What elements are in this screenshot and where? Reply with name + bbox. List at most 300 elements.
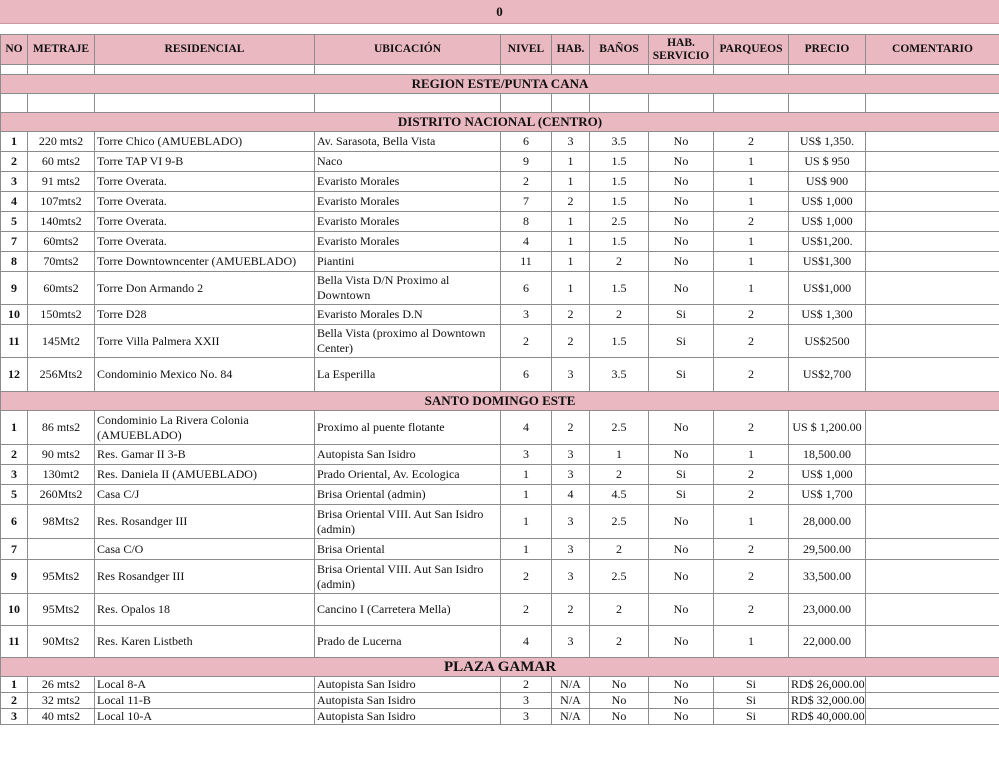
cell-metraje: 60mts2: [28, 232, 95, 252]
cell-comentario: [866, 411, 999, 445]
cell-parqueos: 2: [714, 594, 789, 626]
cell-hab: 3: [552, 505, 590, 539]
spacer-cell: [866, 94, 999, 113]
cell-nivel: 2: [501, 560, 552, 594]
cell-parqueos: 1: [714, 192, 789, 212]
cell-hab: 1: [552, 172, 590, 192]
cell-servicio: No: [649, 252, 714, 272]
cell-residencial: Torre Don Armando 2: [95, 272, 315, 305]
cell-residencial: Torre Villa Palmera XXII: [95, 325, 315, 358]
cell-ubicacion: La Esperilla: [315, 358, 501, 392]
cell-comentario: [866, 272, 999, 305]
cell-comentario: [866, 445, 999, 465]
cell-nivel: 6: [501, 132, 552, 152]
cell-residencial: Casa C/O: [95, 539, 315, 560]
cell-servicio: No: [649, 132, 714, 152]
cell-parqueos: 2: [714, 305, 789, 325]
cell-residencial: Res. Daniela II (AMUEBLADO): [95, 465, 315, 485]
cell-precio: US$ 1,300: [789, 305, 866, 325]
cell-no: 2: [1, 693, 28, 709]
cell-ubicacion: Bella Vista D/N Proximo al Downtown: [315, 272, 501, 305]
cell-residencial: Res. Rosandger III: [95, 505, 315, 539]
cell-metraje: 98Mts2: [28, 505, 95, 539]
cell-metraje: 260Mts2: [28, 485, 95, 505]
col-header-parqueos: PARQUEOS: [714, 35, 789, 65]
cell-banos: 1.5: [590, 172, 649, 192]
cell-banos: 2: [590, 305, 649, 325]
cell-parqueos: 2: [714, 325, 789, 358]
table-row: [1, 272, 999, 305]
cell-precio: US$2500: [789, 325, 866, 358]
cell-nivel: 1: [501, 539, 552, 560]
cell-residencial: Local 8-A: [95, 677, 315, 693]
cell-no: 10: [1, 305, 28, 325]
blank-cell: [95, 65, 315, 75]
cell-hab: 3: [552, 465, 590, 485]
cell-comentario: [866, 132, 999, 152]
col-header-nivel: NIVEL: [501, 35, 552, 65]
cell-parqueos: 2: [714, 560, 789, 594]
cell-hab: 1: [552, 212, 590, 232]
table-row: [1, 411, 999, 445]
cell-nivel: 11: [501, 252, 552, 272]
cell-parqueos: 1: [714, 172, 789, 192]
cell-hab: 3: [552, 132, 590, 152]
cell-comentario: [866, 232, 999, 252]
table-row: [1, 560, 999, 594]
table-row: [1, 677, 999, 693]
cell-servicio: No: [649, 539, 714, 560]
cell-precio: 28,000.00: [789, 505, 866, 539]
listings-table: [0, 34, 999, 725]
cell-metraje: 91 mts2: [28, 172, 95, 192]
cell-ubicacion: Prado de Lucerna: [315, 626, 501, 658]
col-header-comentario: COMENTARIO: [866, 35, 999, 65]
section-title: REGION ESTE/PUNTA CANA: [1, 75, 999, 94]
cell-precio: 22,000.00: [789, 626, 866, 658]
cell-ubicacion: Brisa Oriental: [315, 539, 501, 560]
cell-parqueos: 2: [714, 212, 789, 232]
cell-precio: US$ 1,700: [789, 485, 866, 505]
cell-precio: RD$ 40,000.00: [789, 709, 866, 725]
blank-cell: [501, 65, 552, 75]
cell-banos: 2: [590, 594, 649, 626]
cell-no: 11: [1, 626, 28, 658]
cell-precio: US$ 1,000: [789, 192, 866, 212]
cell-precio: US$2,700: [789, 358, 866, 392]
cell-banos: 4.5: [590, 485, 649, 505]
cell-servicio: No: [649, 693, 714, 709]
col-header-ubicacion: UBICACIÓN: [315, 35, 501, 65]
cell-precio: RD$ 26,000.00: [789, 677, 866, 693]
section-header: [1, 658, 999, 677]
cell-no: 1: [1, 677, 28, 693]
table-row: [1, 192, 999, 212]
cell-residencial: Res. Karen Listbeth: [95, 626, 315, 658]
cell-parqueos: 2: [714, 358, 789, 392]
col-header-residencial: RESIDENCIAL: [95, 35, 315, 65]
blank-cell: [552, 65, 590, 75]
cell-residencial: Torre TAP VI 9-B: [95, 152, 315, 172]
cell-hab: 3: [552, 445, 590, 465]
cell-parqueos: 1: [714, 252, 789, 272]
cell-banos: 1.5: [590, 232, 649, 252]
cell-residencial: Torre Overata.: [95, 192, 315, 212]
section-title: PLAZA GAMAR: [1, 658, 999, 677]
table-row: [1, 445, 999, 465]
cell-ubicacion: Cancino I (Carretera Mella): [315, 594, 501, 626]
section-header: [1, 392, 999, 411]
cell-no: 5: [1, 212, 28, 232]
cell-nivel: 3: [501, 693, 552, 709]
cell-banos: 1.5: [590, 325, 649, 358]
spacer-cell: [590, 94, 649, 113]
cell-metraje: 107mts2: [28, 192, 95, 212]
cell-hab: 1: [552, 252, 590, 272]
cell-residencial: Torre Overata.: [95, 232, 315, 252]
table-row: [1, 172, 999, 192]
col-header-precio: PRECIO: [789, 35, 866, 65]
cell-comentario: [866, 505, 999, 539]
col-header-metraje: METRAJE: [28, 35, 95, 65]
cell-metraje: 60mts2: [28, 272, 95, 305]
cell-ubicacion: Proximo al puente flotante: [315, 411, 501, 445]
cell-banos: 1.5: [590, 152, 649, 172]
spacer-cell: [789, 94, 866, 113]
cell-parqueos: Si: [714, 693, 789, 709]
cell-nivel: 4: [501, 626, 552, 658]
cell-comentario: [866, 358, 999, 392]
cell-servicio: No: [649, 172, 714, 192]
cell-parqueos: 2: [714, 132, 789, 152]
cell-parqueos: Si: [714, 709, 789, 725]
table-row: [1, 232, 999, 252]
cell-nivel: 3: [501, 445, 552, 465]
cell-metraje: 60 mts2: [28, 152, 95, 172]
cell-servicio: No: [649, 192, 714, 212]
cell-banos: No: [590, 709, 649, 725]
cell-metraje: 90 mts2: [28, 445, 95, 465]
cell-nivel: 2: [501, 172, 552, 192]
cell-residencial: Torre Overata.: [95, 172, 315, 192]
cell-residencial: Torre Chico (AMUEBLADO): [95, 132, 315, 152]
cell-hab: N/A: [552, 693, 590, 709]
spacer-cell: [28, 94, 95, 113]
cell-residencial: Res Rosandger III: [95, 560, 315, 594]
cell-no: 1: [1, 411, 28, 445]
cell-no: 2: [1, 445, 28, 465]
cell-servicio: Si: [649, 305, 714, 325]
cell-residencial: Torre D28: [95, 305, 315, 325]
cell-banos: 1.5: [590, 192, 649, 212]
spacer-cell: [501, 94, 552, 113]
cell-residencial: Casa C/J: [95, 485, 315, 505]
cell-hab: 2: [552, 594, 590, 626]
table-row: [1, 539, 999, 560]
cell-hab: N/A: [552, 677, 590, 693]
section-title: DISTRITO NACIONAL (CENTRO): [1, 113, 999, 132]
cell-banos: 2: [590, 252, 649, 272]
cell-comentario: [866, 252, 999, 272]
cell-banos: 1: [590, 445, 649, 465]
cell-nivel: 9: [501, 152, 552, 172]
cell-comentario: [866, 539, 999, 560]
table-row: [1, 505, 999, 539]
cell-parqueos: 1: [714, 232, 789, 252]
cell-metraje: 95Mts2: [28, 594, 95, 626]
cell-comentario: [866, 485, 999, 505]
cell-parqueos: 1: [714, 445, 789, 465]
table-row: [1, 594, 999, 626]
col-header-hab-servicio: HAB. SERVICIO: [649, 35, 714, 65]
cell-parqueos: 2: [714, 465, 789, 485]
cell-metraje: 95Mts2: [28, 560, 95, 594]
cell-comentario: [866, 192, 999, 212]
cell-hab: N/A: [552, 709, 590, 725]
cell-hab: 1: [552, 152, 590, 172]
sheet-title: 0: [0, 0, 999, 24]
cell-comentario: [866, 693, 999, 709]
cell-precio: US $ 950: [789, 152, 866, 172]
cell-banos: 1.5: [590, 272, 649, 305]
cell-servicio: No: [649, 626, 714, 658]
cell-hab: 1: [552, 272, 590, 305]
cell-banos: 2.5: [590, 560, 649, 594]
cell-precio: US$ 1,000: [789, 212, 866, 232]
section-header: [1, 75, 999, 94]
table-row: [1, 152, 999, 172]
cell-banos: 2.5: [590, 505, 649, 539]
col-header-no: NO: [1, 35, 28, 65]
blank-cell: [315, 65, 501, 75]
cell-metraje: 32 mts2: [28, 693, 95, 709]
cell-comentario: [866, 594, 999, 626]
cell-residencial: Res. Gamar II 3-B: [95, 445, 315, 465]
cell-servicio: Si: [649, 465, 714, 485]
cell-parqueos: 1: [714, 152, 789, 172]
cell-ubicacion: Piantini: [315, 252, 501, 272]
cell-metraje: 130mt2: [28, 465, 95, 485]
cell-metraje: 86 mts2: [28, 411, 95, 445]
cell-no: 11: [1, 325, 28, 358]
blank-cell: [590, 65, 649, 75]
cell-metraje: 150mts2: [28, 305, 95, 325]
cell-metraje: 40 mts2: [28, 709, 95, 725]
table-row: [1, 252, 999, 272]
blank-cell: [649, 65, 714, 75]
table-row: [1, 709, 999, 725]
cell-comentario: [866, 305, 999, 325]
cell-precio: US$1,200.: [789, 232, 866, 252]
cell-servicio: Si: [649, 485, 714, 505]
cell-metraje: 140mts2: [28, 212, 95, 232]
cell-no: 9: [1, 272, 28, 305]
cell-parqueos: 2: [714, 411, 789, 445]
cell-ubicacion: Av. Sarasota, Bella Vista: [315, 132, 501, 152]
cell-no: 9: [1, 560, 28, 594]
cell-ubicacion: Autopista San Isidro: [315, 709, 501, 725]
cell-ubicacion: Evaristo Morales D.N: [315, 305, 501, 325]
cell-servicio: No: [649, 677, 714, 693]
cell-no: 3: [1, 709, 28, 725]
cell-ubicacion: Autopista San Isidro: [315, 693, 501, 709]
cell-precio: US$1,300: [789, 252, 866, 272]
cell-metraje: 220 mts2: [28, 132, 95, 152]
cell-ubicacion: Bella Vista (proximo al Downtown Center): [315, 325, 501, 358]
cell-hab: 2: [552, 325, 590, 358]
table-row: [1, 358, 999, 392]
cell-ubicacion: Evaristo Morales: [315, 232, 501, 252]
cell-ubicacion: Naco: [315, 152, 501, 172]
cell-servicio: No: [649, 709, 714, 725]
table-row: [1, 305, 999, 325]
cell-comentario: [866, 212, 999, 232]
header-row: [1, 35, 999, 65]
cell-nivel: 2: [501, 677, 552, 693]
cell-nivel: 2: [501, 325, 552, 358]
spacer-cell: [649, 94, 714, 113]
cell-nivel: 1: [501, 465, 552, 485]
cell-residencial: Torre Downtowncenter (AMUEBLADO): [95, 252, 315, 272]
blank-cell: [28, 65, 95, 75]
cell-residencial: Condominio Mexico No. 84: [95, 358, 315, 392]
cell-ubicacion: Prado Oriental, Av. Ecologica: [315, 465, 501, 485]
cell-banos: No: [590, 677, 649, 693]
cell-nivel: 3: [501, 305, 552, 325]
cell-nivel: 4: [501, 411, 552, 445]
cell-nivel: 3: [501, 709, 552, 725]
cell-hab: 3: [552, 560, 590, 594]
cell-metraje: 256Mts2: [28, 358, 95, 392]
cell-parqueos: 1: [714, 626, 789, 658]
cell-residencial: Local 11-B: [95, 693, 315, 709]
cell-precio: 33,500.00: [789, 560, 866, 594]
cell-no: 4: [1, 192, 28, 212]
cell-comentario: [866, 325, 999, 358]
spacer-cell: [714, 94, 789, 113]
cell-no: 10: [1, 594, 28, 626]
cell-no: 6: [1, 505, 28, 539]
cell-comentario: [866, 677, 999, 693]
cell-metraje: [28, 539, 95, 560]
cell-hab: 2: [552, 192, 590, 212]
col-header-banos: BAÑOS: [590, 35, 649, 65]
cell-residencial: Condominio La Rivera Colonia (AMUEBLADO): [95, 411, 315, 445]
table-row: [1, 465, 999, 485]
cell-no: 1: [1, 132, 28, 152]
cell-residencial: Local 10-A: [95, 709, 315, 725]
cell-servicio: No: [649, 212, 714, 232]
cell-banos: 3.5: [590, 132, 649, 152]
cell-banos: 2.5: [590, 411, 649, 445]
cell-hab: 3: [552, 539, 590, 560]
cell-nivel: 8: [501, 212, 552, 232]
cell-precio: US$ 1,350.: [789, 132, 866, 152]
cell-servicio: No: [649, 505, 714, 539]
cell-ubicacion: Brisa Oriental VIII. Aut San Isidro (admin): [315, 560, 501, 594]
section-header: [1, 113, 999, 132]
cell-hab: 3: [552, 358, 590, 392]
cell-ubicacion: Evaristo Morales: [315, 172, 501, 192]
cell-servicio: No: [649, 560, 714, 594]
cell-ubicacion: Autopista San Isidro: [315, 677, 501, 693]
cell-nivel: 1: [501, 505, 552, 539]
spacer-cell: [552, 94, 590, 113]
table-row: [1, 132, 999, 152]
section-title: SANTO DOMINGO ESTE: [1, 392, 999, 411]
table-row: [1, 485, 999, 505]
cell-hab: 1: [552, 232, 590, 252]
cell-precio: US $ 1,200.00: [789, 411, 866, 445]
cell-no: 2: [1, 152, 28, 172]
spacer-row: [1, 94, 999, 113]
cell-parqueos: 1: [714, 272, 789, 305]
cell-servicio: No: [649, 272, 714, 305]
cell-ubicacion: Brisa Oriental (admin): [315, 485, 501, 505]
cell-no: 5: [1, 485, 28, 505]
cell-banos: 2: [590, 539, 649, 560]
table-row: [1, 212, 999, 232]
table-row: [1, 626, 999, 658]
cell-servicio: No: [649, 232, 714, 252]
cell-ubicacion: Brisa Oriental VIII. Aut San Isidro (admin): [315, 505, 501, 539]
cell-parqueos: Si: [714, 677, 789, 693]
cell-comentario: [866, 172, 999, 192]
cell-precio: US$1,000: [789, 272, 866, 305]
cell-metraje: 26 mts2: [28, 677, 95, 693]
cell-no: 3: [1, 465, 28, 485]
cell-precio: 23,000.00: [789, 594, 866, 626]
cell-servicio: No: [649, 445, 714, 465]
cell-ubicacion: Evaristo Morales: [315, 192, 501, 212]
cell-hab: 4: [552, 485, 590, 505]
cell-residencial: Res. Opalos 18: [95, 594, 315, 626]
cell-nivel: 1: [501, 485, 552, 505]
table-row: [1, 325, 999, 358]
spacer-cell: [1, 94, 28, 113]
cell-nivel: 6: [501, 272, 552, 305]
blank-cell: [1, 65, 28, 75]
blank-row: [1, 65, 999, 75]
cell-nivel: 7: [501, 192, 552, 212]
listings-body: [1, 65, 999, 725]
cell-no: 7: [1, 232, 28, 252]
cell-banos: 2: [590, 465, 649, 485]
cell-banos: 2: [590, 626, 649, 658]
cell-metraje: 90Mts2: [28, 626, 95, 658]
cell-no: 3: [1, 172, 28, 192]
cell-hab: 3: [552, 626, 590, 658]
blank-cell: [866, 65, 999, 75]
spacer-cell: [95, 94, 315, 113]
cell-precio: US$ 1,000: [789, 465, 866, 485]
cell-hab: 2: [552, 411, 590, 445]
cell-comentario: [866, 709, 999, 725]
cell-servicio: No: [649, 411, 714, 445]
cell-nivel: 2: [501, 594, 552, 626]
cell-no: 12: [1, 358, 28, 392]
cell-parqueos: 2: [714, 485, 789, 505]
cell-no: 8: [1, 252, 28, 272]
cell-banos: 3.5: [590, 358, 649, 392]
cell-servicio: No: [649, 152, 714, 172]
cell-residencial: Torre Overata.: [95, 212, 315, 232]
cell-precio: US$ 900: [789, 172, 866, 192]
cell-metraje: 70mts2: [28, 252, 95, 272]
cell-precio: 29,500.00: [789, 539, 866, 560]
cell-comentario: [866, 560, 999, 594]
spacer-cell: [315, 94, 501, 113]
